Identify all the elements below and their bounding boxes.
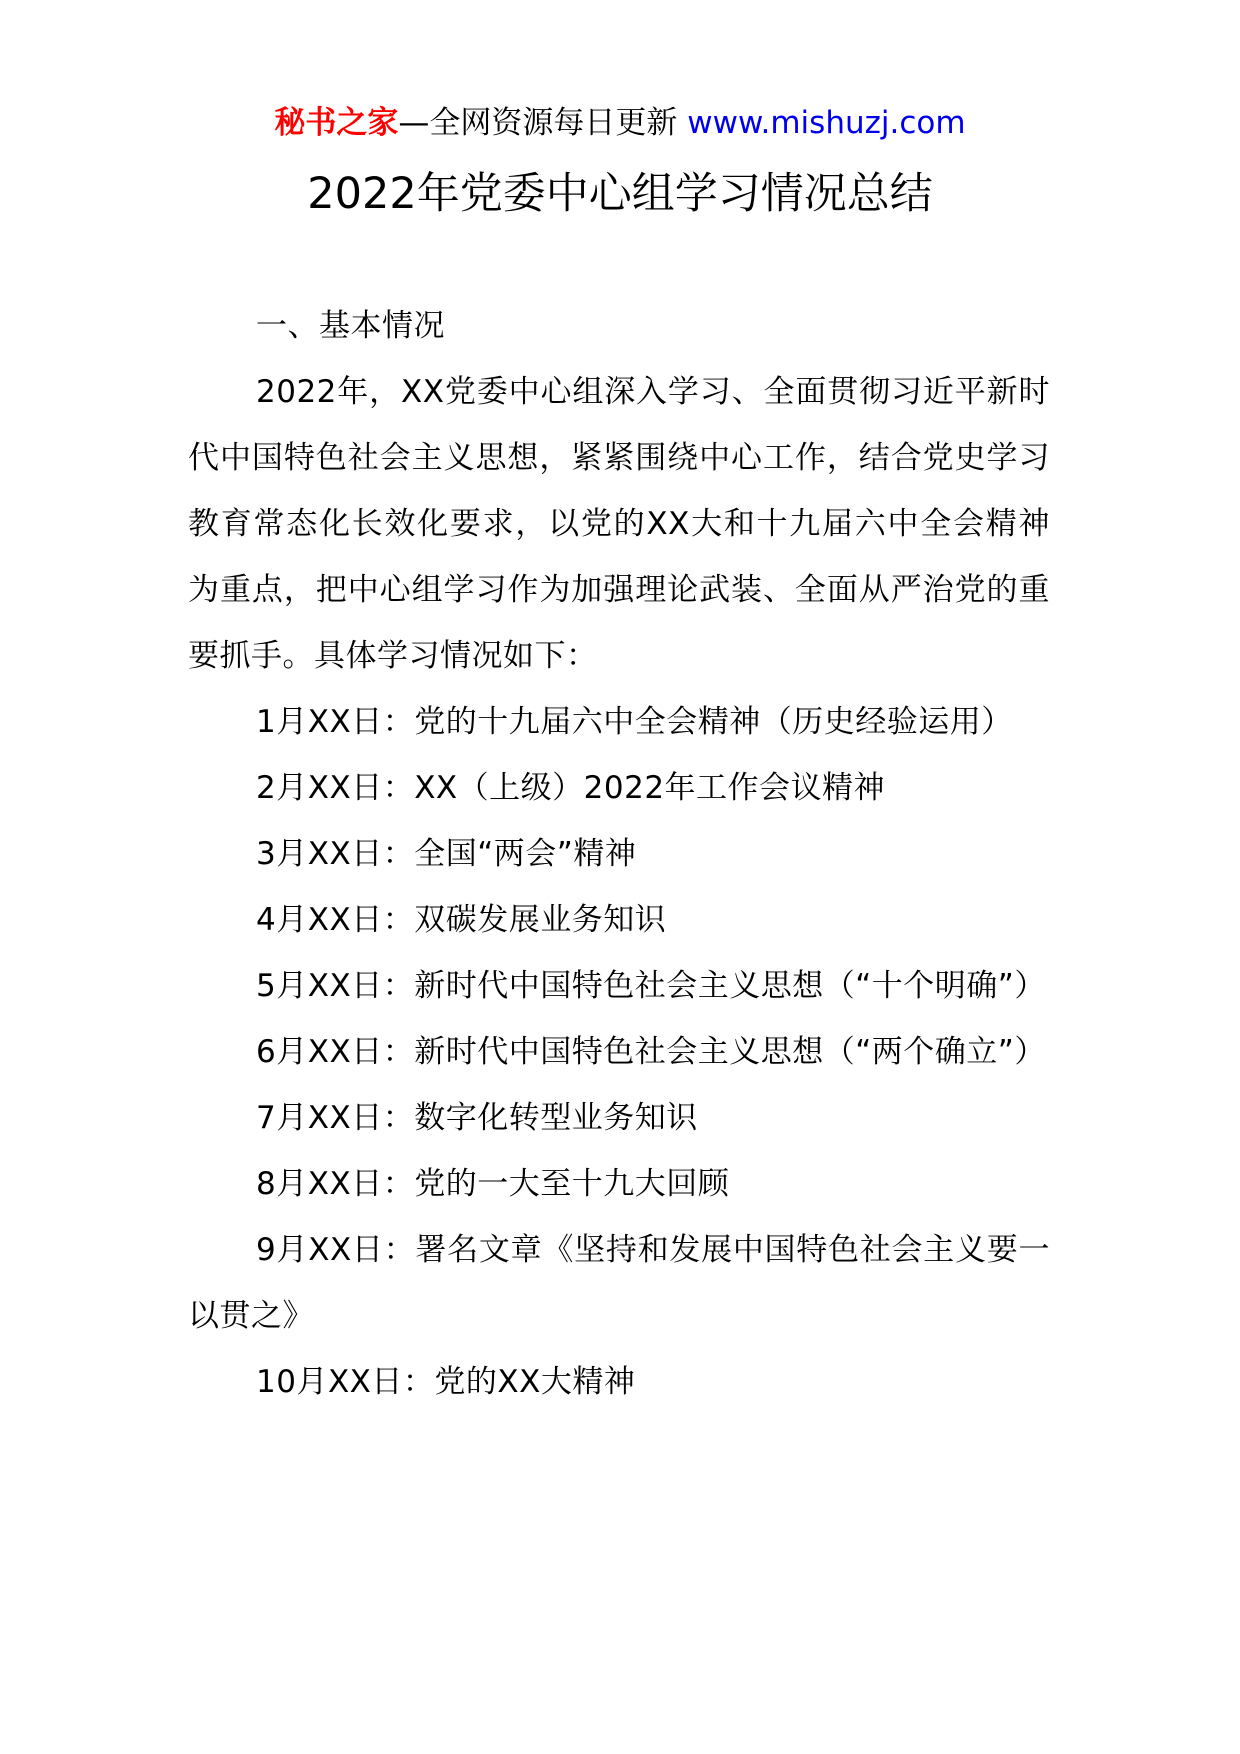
site-header bbox=[0, 100, 1240, 146]
schedule-item-5: 5月XX日：新时代中国特色社会主义思想（“十个明确”） bbox=[256, 968, 1046, 1004]
schedule-item-8: 8月XX日：党的一大至十九大回顾 bbox=[256, 1166, 730, 1202]
schedule-item-9: 9月XX日：署名文章《坚持和发展中国特色社会主义要一以贯之》 bbox=[188, 1232, 1050, 1334]
schedule-item-4: 4月XX日：双碳发展业务知识 bbox=[256, 902, 667, 938]
header-tagline: —全网资源每日更新 bbox=[398, 105, 688, 141]
schedule-item-7: 7月XX日：数字化转型业务知识 bbox=[256, 1100, 698, 1136]
section-heading: 一、基本情况 bbox=[256, 308, 445, 344]
document-body bbox=[188, 293, 1050, 1415]
site-url-link[interactable]: www.mishuzj.com bbox=[687, 105, 966, 141]
schedule-item-10: 10月XX日：党的XX大精神 bbox=[256, 1364, 636, 1400]
brand-name: 秘书之家 bbox=[274, 105, 399, 141]
schedule-item-6: 6月XX日：新时代中国特色社会主义思想（“两个确立”） bbox=[256, 1034, 1046, 1070]
document-title: 2022年党委中心组学习情况总结 bbox=[307, 169, 933, 219]
intro-paragraph: 2022年，XX党委中心组深入学习、全面贯彻习近平新时代中国特色社会主义思想，紧紧围绕中心工作，结合党史学习教育常态化长效化要求，以党的XX大和十九届六中全会精神为重点，把中心组学习作为加强理论武装、全面从严治党的重要抓手。具体学习情况如下： bbox=[188, 374, 1050, 674]
schedule-item-2: 2月XX日：XX（上级）2022年工作会议精神 bbox=[256, 770, 886, 806]
schedule-item-1: 1月XX日：党的十九届六中全会精神（历史经验运用） bbox=[256, 704, 1013, 740]
schedule-item-3: 3月XX日：全国“两会”精神 bbox=[256, 836, 637, 872]
